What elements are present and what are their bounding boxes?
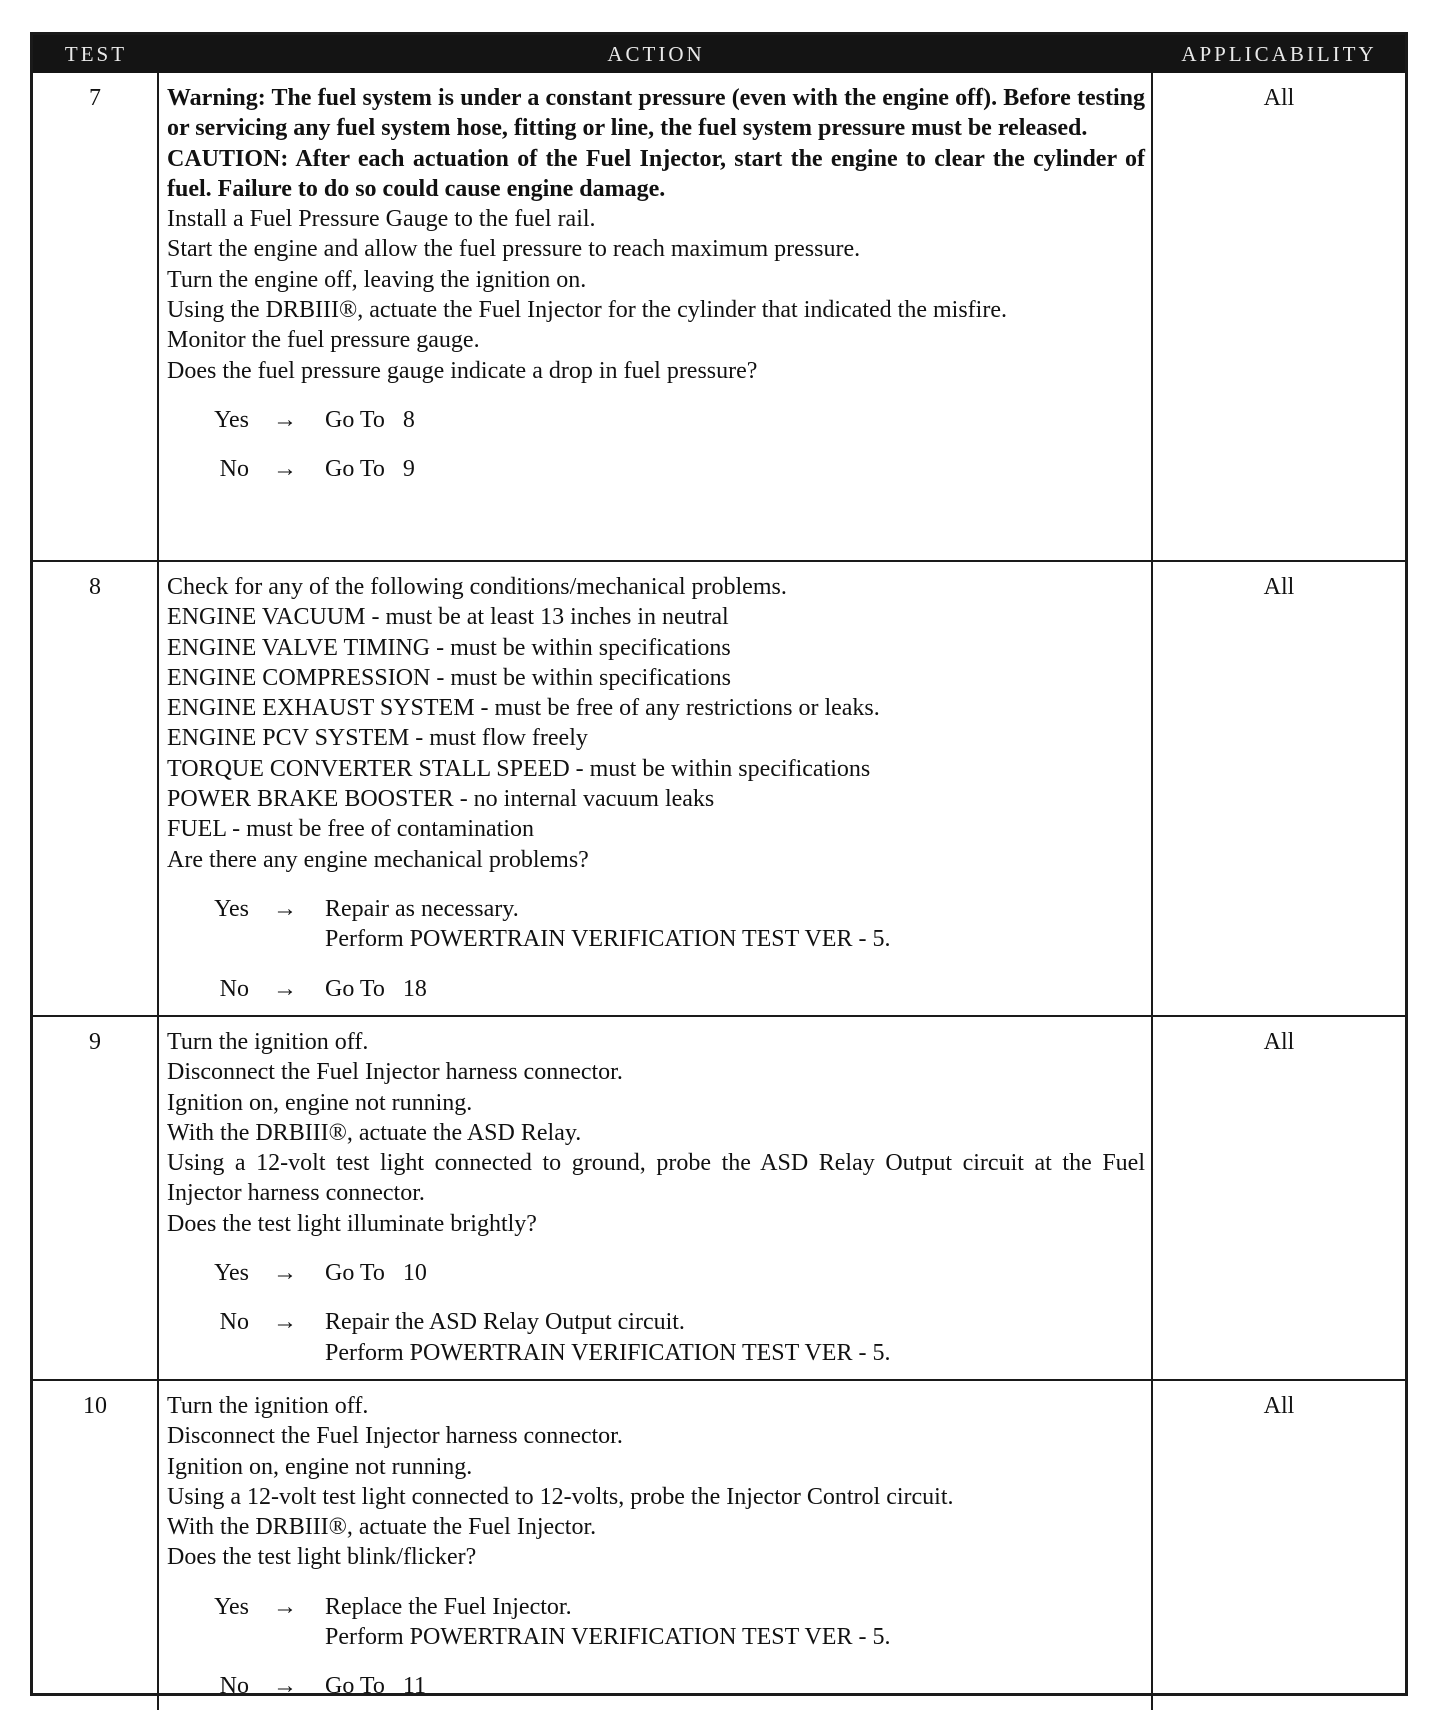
choice-result: Go To 9: [325, 456, 415, 483]
action-line: Turn the ignition off.: [167, 1393, 369, 1419]
choice-answer: Yes: [214, 1593, 249, 1620]
choice-yes: [167, 1258, 1145, 1288]
test-number: 10: [33, 1381, 159, 1710]
action-line: Ignition on, engine not running.: [167, 1089, 473, 1116]
choice-result: Go To 10: [325, 1260, 427, 1287]
choice-answer: No: [219, 1673, 249, 1700]
arrow-icon: →: [273, 975, 297, 1002]
action-line: TORQUE CONVERTER STALL SPEED - must be within specifications: [167, 755, 871, 782]
result-line: Perform POWERTRAIN VERIFICATION TEST VER - 5.: [325, 1339, 891, 1366]
applicability-value: All: [1263, 85, 1295, 111]
action-line: ENGINE VALVE TIMING - must be within specifications: [167, 634, 731, 661]
applicability-value: All: [1263, 574, 1295, 600]
action-line: Turn the engine off, leaving the ignition on.: [167, 266, 587, 293]
action-line: Ignition on, engine not running.: [167, 1453, 473, 1480]
choices: [167, 405, 1145, 485]
choice-yes: [167, 894, 1145, 955]
action-line: Disconnect the Fuel Injector harness connector.: [167, 1423, 623, 1450]
diagnostic-table: [30, 32, 1408, 1700]
choice-answer: Yes: [214, 1260, 249, 1287]
action-line: Using the DRBIII®, actuate the Fuel Injector for the cylinder that indicated the misfire.: [167, 297, 1007, 324]
action-cell: [159, 1017, 1153, 1379]
table-row-test-8: [33, 560, 1405, 1015]
test-number: 9: [33, 1017, 159, 1379]
choices: [167, 1258, 1145, 1368]
choice-answer: No: [219, 456, 249, 483]
choice-answer: Yes: [214, 895, 249, 922]
action-line: Disconnect the Fuel Injector harness connector.: [167, 1059, 623, 1086]
header-applicability: APPLICABILITY: [1181, 41, 1377, 66]
header-action: ACTION: [607, 41, 705, 66]
choice-yes: [167, 405, 1145, 435]
test-number: 8: [33, 562, 159, 1015]
table-header: [33, 35, 1405, 73]
choice-no: [167, 1307, 1145, 1368]
arrow-icon: →: [273, 895, 297, 922]
choice-yes: [167, 1592, 1145, 1653]
action-line: Using a 12-volt test light connected to 12-volts, probe the Injector Control circuit.: [167, 1483, 954, 1510]
result-line: Repair as necessary.: [325, 895, 519, 922]
choice-no: [167, 1671, 1145, 1701]
choice-no: [167, 454, 1145, 484]
arrow-icon: →: [273, 456, 297, 483]
test-number: 7: [33, 73, 159, 560]
table-row-test-7: [33, 73, 1405, 560]
applicability-value: All: [1263, 1029, 1295, 1055]
action-line: Start the engine and allow the fuel pressure to reach maximum pressure.: [167, 236, 861, 263]
action-line: POWER BRAKE BOOSTER - no internal vacuum leaks: [167, 786, 715, 813]
action-line: Does the test light blink/flicker?: [167, 1544, 477, 1571]
action-line: With the DRBIII®, actuate the ASD Relay.: [167, 1119, 582, 1146]
arrow-icon: →: [273, 1593, 297, 1620]
choice-result: Go To 8: [325, 406, 415, 433]
choice-result: Go To 18: [325, 975, 427, 1002]
choices: [167, 1592, 1145, 1702]
warning-text: Warning: The fuel system is under a constant pressure (even with the engine off). Before testing or servicing any fuel system hose, fitting or line, the fuel system pressure must be released.: [167, 85, 1145, 142]
choice-result: [325, 1307, 1145, 1368]
action-line: ENGINE COMPRESSION - must be within specifications: [167, 664, 731, 691]
choice-answer: No: [219, 975, 249, 1002]
action-line: Monitor the fuel pressure gauge.: [167, 327, 480, 354]
action-cell: [159, 73, 1153, 560]
arrow-icon: →: [273, 1260, 297, 1287]
action-line: ENGINE EXHAUST SYSTEM - must be free of any restrictions or leaks.: [167, 695, 880, 722]
action-line: Turn the ignition off.: [167, 1029, 369, 1055]
table-row-test-9: [33, 1015, 1405, 1379]
action-line: Using a 12-volt test light connected to ground, probe the ASD Relay Output circuit at the Fuel Injector harness connector.: [167, 1150, 1145, 1207]
action-line: Install a Fuel Pressure Gauge to the fuel rail.: [167, 206, 596, 233]
action-cell: [159, 1381, 1153, 1710]
choice-no: [167, 974, 1145, 1004]
action-line: Does the fuel pressure gauge indicate a drop in fuel pressure?: [167, 357, 758, 384]
result-line: Replace the Fuel Injector.: [325, 1593, 572, 1620]
action-line: With the DRBIII®, actuate the Fuel Injector.: [167, 1514, 597, 1541]
result-line: Perform POWERTRAIN VERIFICATION TEST VER - 5.: [325, 926, 891, 953]
choice-result: [325, 1592, 1145, 1653]
action-line: ENGINE PCV SYSTEM - must flow freely: [167, 725, 588, 752]
action-line: ENGINE VACUUM - must be at least 13 inches in neutral: [167, 604, 729, 631]
result-line: Repair the ASD Relay Output circuit.: [325, 1309, 685, 1336]
action-cell: [159, 562, 1153, 1015]
choice-answer: No: [219, 1309, 249, 1336]
choice-result: [325, 894, 1145, 955]
arrow-icon: →: [273, 1309, 297, 1336]
choice-result: Go To 11: [325, 1673, 426, 1700]
header-test: TEST: [64, 41, 128, 66]
action-line: Are there any engine mechanical problems?: [167, 846, 589, 873]
action-line: Does the test light illuminate brightly?: [167, 1210, 537, 1237]
result-line: Perform POWERTRAIN VERIFICATION TEST VER - 5.: [325, 1624, 891, 1651]
arrow-icon: →: [273, 406, 297, 433]
table-row-test-10: [33, 1379, 1405, 1700]
arrow-icon: →: [273, 1673, 297, 1700]
action-line: FUEL - must be free of contamination: [167, 816, 535, 843]
choice-answer: Yes: [214, 406, 249, 433]
action-line: Check for any of the following conditions/mechanical problems.: [167, 574, 787, 600]
caution-text: CAUTION: After each actuation of the Fuel Injector, start the engine to clear the cylinder of fuel. Failure to do so could cause engine damage.: [167, 145, 1145, 202]
choices: [167, 894, 1145, 1004]
applicability-value: All: [1263, 1393, 1295, 1419]
